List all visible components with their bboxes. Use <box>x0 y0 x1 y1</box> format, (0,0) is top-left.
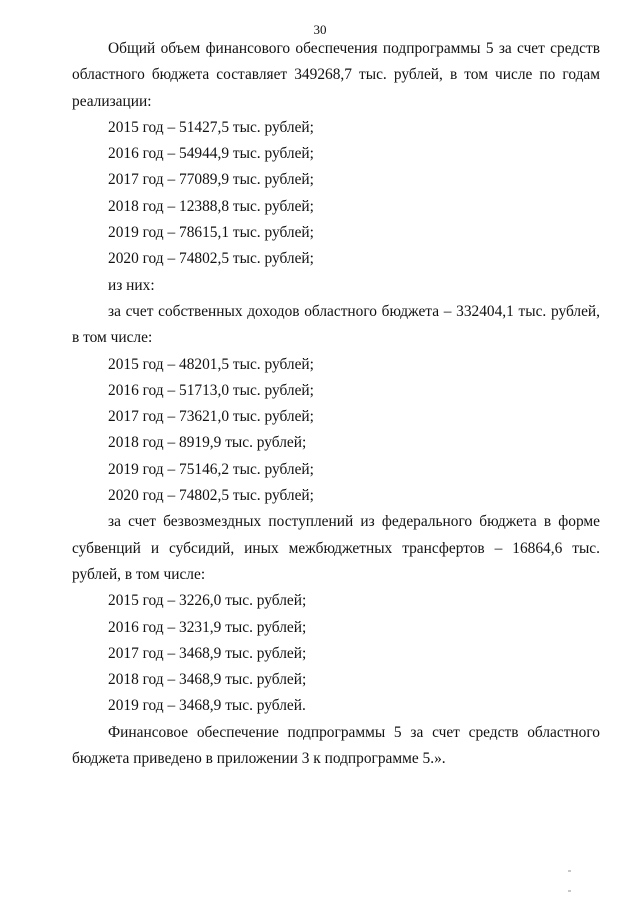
intro-paragraph: Общий объем финансового обеспечения подпрограммы 5 за счет средств областного бюджета составляет 349268,7 тыс. рублей, в том числе по годам реализации: <box>72 40 600 110</box>
own-2019: 2019 год – 75146,2 тыс. рублей; <box>108 460 314 478</box>
own-2015: 2015 год – 48201,5 тыс. рублей; <box>108 355 314 373</box>
total-2016: 2016 год – 54944,9 тыс. рублей; <box>108 145 314 163</box>
federal-2017: 2017 год – 3468,9 тыс. рублей; <box>108 644 307 662</box>
page-number: 30 <box>313 22 327 37</box>
federal-paragraph: за счет безвозмездных поступлений из федерального бюджета в форме субвенций и субсидий, иных межбюджетных трансфертов – 16864,6 тыс. рублей, в том числе: <box>72 513 600 583</box>
scan-speck <box>568 890 571 892</box>
total-2019: 2019 год – 78615,1 тыс. рублей; <box>108 224 314 242</box>
total-2020: 2020 год – 74802,5 тыс. рублей; <box>108 250 314 268</box>
own-2020: 2020 год – 74802,5 тыс. рублей; <box>108 487 314 505</box>
own-2016: 2016 год – 51713,0 тыс. рублей; <box>108 381 314 399</box>
closing-paragraph: Финансовое обеспечение подпрограммы 5 за счет средств областного бюджета приведено в приложении 3 к подпрограмме 5.». <box>72 723 600 768</box>
federal-2016: 2016 год – 3231,9 тыс. рублей; <box>108 618 307 636</box>
scan-speck <box>568 870 571 872</box>
own-2018: 2018 год – 8919,9 тыс. рублей; <box>108 434 307 452</box>
total-2018: 2018 год – 12388,8 тыс. рублей; <box>108 197 314 215</box>
federal-2018: 2018 год – 3468,9 тыс. рублей; <box>108 671 307 689</box>
federal-2019: 2019 год – 3468,9 тыс. рублей. <box>108 697 306 715</box>
own-revenue-paragraph: за счет собственных доходов областного бюджета – 332404,1 тыс. рублей, в том числе: <box>72 302 600 347</box>
own-2017: 2017 год – 73621,0 тыс. рублей; <box>108 408 314 426</box>
document-body <box>72 36 600 772</box>
total-2015: 2015 год – 51427,5 тыс. рублей; <box>108 118 314 136</box>
federal-2015: 2015 год – 3226,0 тыс. рублей; <box>108 592 307 610</box>
total-2017: 2017 год – 77089,9 тыс. рублей; <box>108 171 314 189</box>
of-them-label: из них: <box>108 276 155 294</box>
